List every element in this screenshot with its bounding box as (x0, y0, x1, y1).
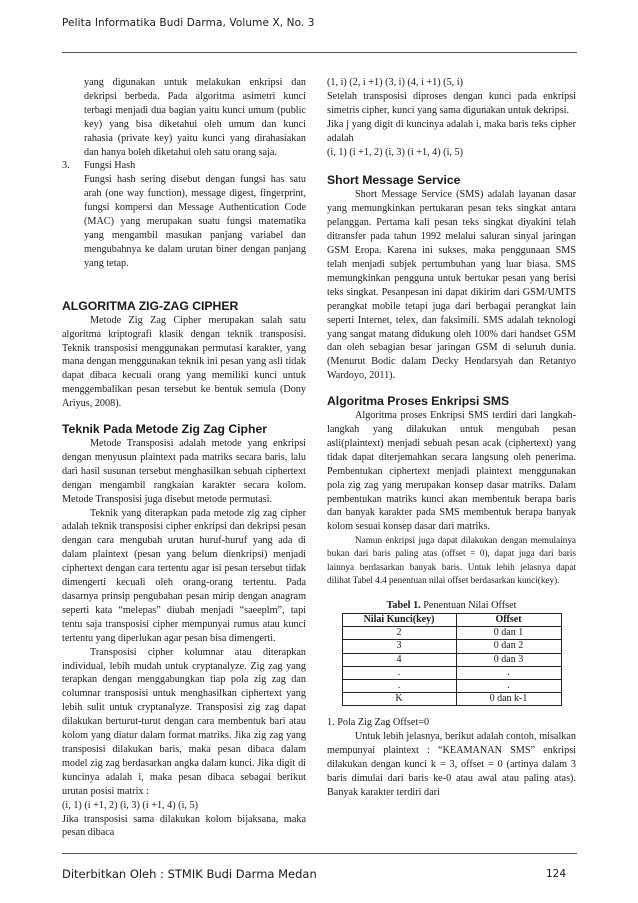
list-item-body: Fungsi hash sering disebut dengan fungsi has satu arah (one way function), message digest, fingerprint, fungsi kompersi dan Message Authentication Code (MAC) yang merupakan suatu fungsi matematika yang mengambil masukan panjang variabel dan mengubahnya ke dalam urutan biner dengan panjang yang tetap. (84, 174, 306, 269)
paragraph-proses: Algoritma proses Enkripsi SMS terdiri dari langkah-langkah yang dilakukan untuk mengubah pesan asli(plaintext) menjadi sebuah pesan acak (ciphertext) yang tidak dapat diterjemahkan secara langsung oleh penerima. Pembentukan ciphertext menjadi plaintext menggunakan pola zig zag yang merupakan konsep dasar matriks. Dalam pembentukan matriks kunci akan membentuk berapa baris dan banyak karakter pada SMS membentuk berapa banyak kolom sesuai konsep dasar dari matriks. (327, 410, 576, 533)
table-cell: . (342, 680, 456, 693)
table-cell: 2 (342, 627, 456, 640)
paragraph: Jika transposisi sama dilakukan kolom bijaksana, maka pesan dibaca (62, 813, 306, 839)
running-header: Pelita Informatika Budi Darma, Volume X, No. 3 (62, 17, 315, 29)
page-number: 124 (546, 868, 567, 880)
paragraph-example: Untuk lebih jelasnya, berikut adalah contoh, misalkan mempunyai plaintext : “KEAMANAN SMS” enkripsi dilakukan dengan kunci k = 3, offset = 0 (artinya dalam 3 baris dimulai dari baris ke-0 atau awal atau paling atas). Banyak karakter terdiri dari (327, 731, 576, 798)
right-column (327, 76, 576, 800)
table-cell: 0 dan 2 (456, 640, 561, 653)
paragraph: Setelah transposisi diproses dengan kunci pada enkripsi simetris cipher, kunci yang sama digunakan untuk dekripsi. (327, 90, 576, 116)
list-item-3 (62, 159, 306, 270)
table-cell: 0 dan 3 (456, 653, 561, 666)
table-row (342, 653, 561, 666)
section-heading-teknik: Teknik Pada Metode Zig Zag Cipher (62, 422, 267, 437)
sequence-line: (i, 1) (i +1, 2) (i, 3) (i +1, 4) (i, 5) (327, 146, 463, 158)
paragraph-zigzag: Metode Zig Zag Cipher merupakan salah satu algoritma kriptografi klasik dengan teknik transposisi. Teknik transposisi menggunakan permutasi karakter, yang mana dengan menggunakan teknik ini pesan yang asli tidak dapat dibaca kecuali orang yang memiliki kunci untuk menggembalikan pesan tersebut ke bentuk semula (Dony Ariyus, 2008). (62, 314, 306, 410)
table-header: Nilai Kunci(key) (342, 614, 456, 627)
table-cell: . (342, 666, 456, 679)
left-column (62, 76, 306, 840)
paragraph: Transposisi cipher kolumnar atau diterapkan individual, lebih mudah untuk cryptanalyze. Zig zag yang terapkan dengan menggabungkan tiap pola zig zag dan columnar transposisi untuk menghasilkan ciphertext yang lebih sulit untuk cryptanalyze. Transposisi zig zag dapat dilakukan berturut-turut dengan cara membentuk bari atau kolom yang diatur dalam format matriks. Jika zig zag yang transposisi dilakukan baris, maka pesan dibaca dalam model zig zag berdasarkan angka dalam kunci. Jika digit di kuncinya adalah i, maka pesan dibaca sebagai berikut urutan posisi matrix : (62, 646, 306, 797)
table-cell: . (456, 680, 561, 693)
table-cell: . (456, 666, 561, 679)
table-caption (327, 599, 576, 613)
table-cell: 4 (342, 653, 456, 666)
list-number: 3. (62, 160, 70, 172)
paragraph: Teknik yang diterapkan pada metode zig zag cipher adalah teknik transposisi cipher enkripsi dan dekripsi pesan dengan cara mengubah urutan huruf-huruf yang ada di dalam plaintext (pesan yang belum dienkripsi) menjadi ciphertext dengan cara tertentu agar isi pesan tersebut tidak dimengerti kecuali oleh orang-orang tertentu. Pada dasarnya prinsip pengubahan pesan mirip dengan anagram seperti kata “melepas” diubah menjadi “saeeplm”, tapi tentu saja transposisi cipher mempunyai rumus atau kunci tertentu yang diperlukan agar pesan bisa dimengerti. (62, 507, 306, 644)
table-row (342, 693, 561, 706)
offset-table (342, 613, 562, 706)
table-cell: 0 dan k-1 (456, 693, 561, 706)
table-cell: K (342, 693, 456, 706)
table-header: Offset (456, 614, 561, 627)
table-row (342, 627, 561, 640)
section-heading-sms: Short Message Service (327, 173, 461, 188)
table-row (342, 640, 561, 653)
section-heading-zigzag: ALGORITMA ZIG-ZAG CIPHER (62, 298, 239, 313)
table-row (342, 680, 561, 693)
paragraph: Jika j yang digit di kuncinya adalah i, maka baris teks cipher adalah (327, 118, 576, 144)
footer-rule (62, 853, 577, 854)
paragraph: Metode Transposisi adalah metode yang enkripsi dengan menyusun plaintext pada matriks secara baris, lalu dari hasil susunan tersebut menghasilkan sebuah ciphertext dengan mengambil rangkaian karakter secara kolom. Metode Transposisi juga disebut metode permutasi. (62, 438, 306, 505)
list-item-title: Fungsi Hash (84, 160, 136, 172)
section-heading-proses: Algoritma Proses Enkripsi SMS (327, 394, 510, 409)
sequence-line: (1, i) (2, i +1) (3, i) (4, i +1) (5, i) (327, 77, 463, 88)
paragraph-sms: Short Message Service (SMS) adalah layanan dasar yang memungkinkan pertukaran pesan teks singkat antara pelanggan. Pertama kali pesan teks singkat diyakini telah ditransfer pada tahun 1992 melalui saluran sinyal jaringan GSM Eropa. Karena ini sukses, maka penggunaan SMS telah menjadi subjek pertumbuhan yang luar biasa. SMS memungkinkan pengguna untuk bertukar pesan yang berisi teks singkat. Pesanpesan ini dapat dikirim dari GSM/UMTS perangkat mobile tetapi juga dari berbagai perangkat lain seperti Internet, telex, dan faksimili. SMS adalah teknologi yang sangat matang didukung oleh 100% dari handset GSM dan oleh sebagian besar jaringan GSM di seluruh dunia. (Menurut Bodic dalam Decky Hendarsyah dan Retantyo Wardoyo, 2011). (327, 189, 576, 382)
table-cell: 0 dan 1 (456, 627, 561, 640)
table-row (342, 666, 561, 679)
header-rule (62, 52, 577, 53)
footer-publisher: Diterbitkan Oleh : STMIK Budi Darma Medan (62, 867, 317, 881)
table-caption-label: Tabel 1. (386, 600, 421, 612)
table-caption-text: Penentuan Nilai Offset (420, 600, 517, 612)
list-item-2-tail: yang digunakan untuk melakukan enkripsi dan dekripsi berbeda. Pada algoritma asimetri kunci terbagi menjadi dua bagian yaitu kunci umum (public key) yang bisa diketahui oleh umum dan kunci rahasia (private key) yaitu kunci yang dirahasiakan dan hanya boleh diketahui oleh satu orang saja. (84, 77, 306, 158)
paragraph-offset-note: Namun enkripsi juga dapat dilakukan dengan memulainya bukan dari baris paling atas (offset = 0), dapat juga dari baris lainnya berdasarkan banyak baris. Untuk lebih jelasnya dapat dilihat Tabel 4.4 penentuan nilai offset berdasarkan kunci(key). (327, 535, 576, 585)
pattern-heading: 1. Pola Zig Zag Offset=0 (327, 717, 430, 729)
sequence-line: (i, 1) (i +1, 2) (i, 3) (i +1, 4) (i, 5) (62, 799, 198, 811)
table-cell: 3 (342, 640, 456, 653)
